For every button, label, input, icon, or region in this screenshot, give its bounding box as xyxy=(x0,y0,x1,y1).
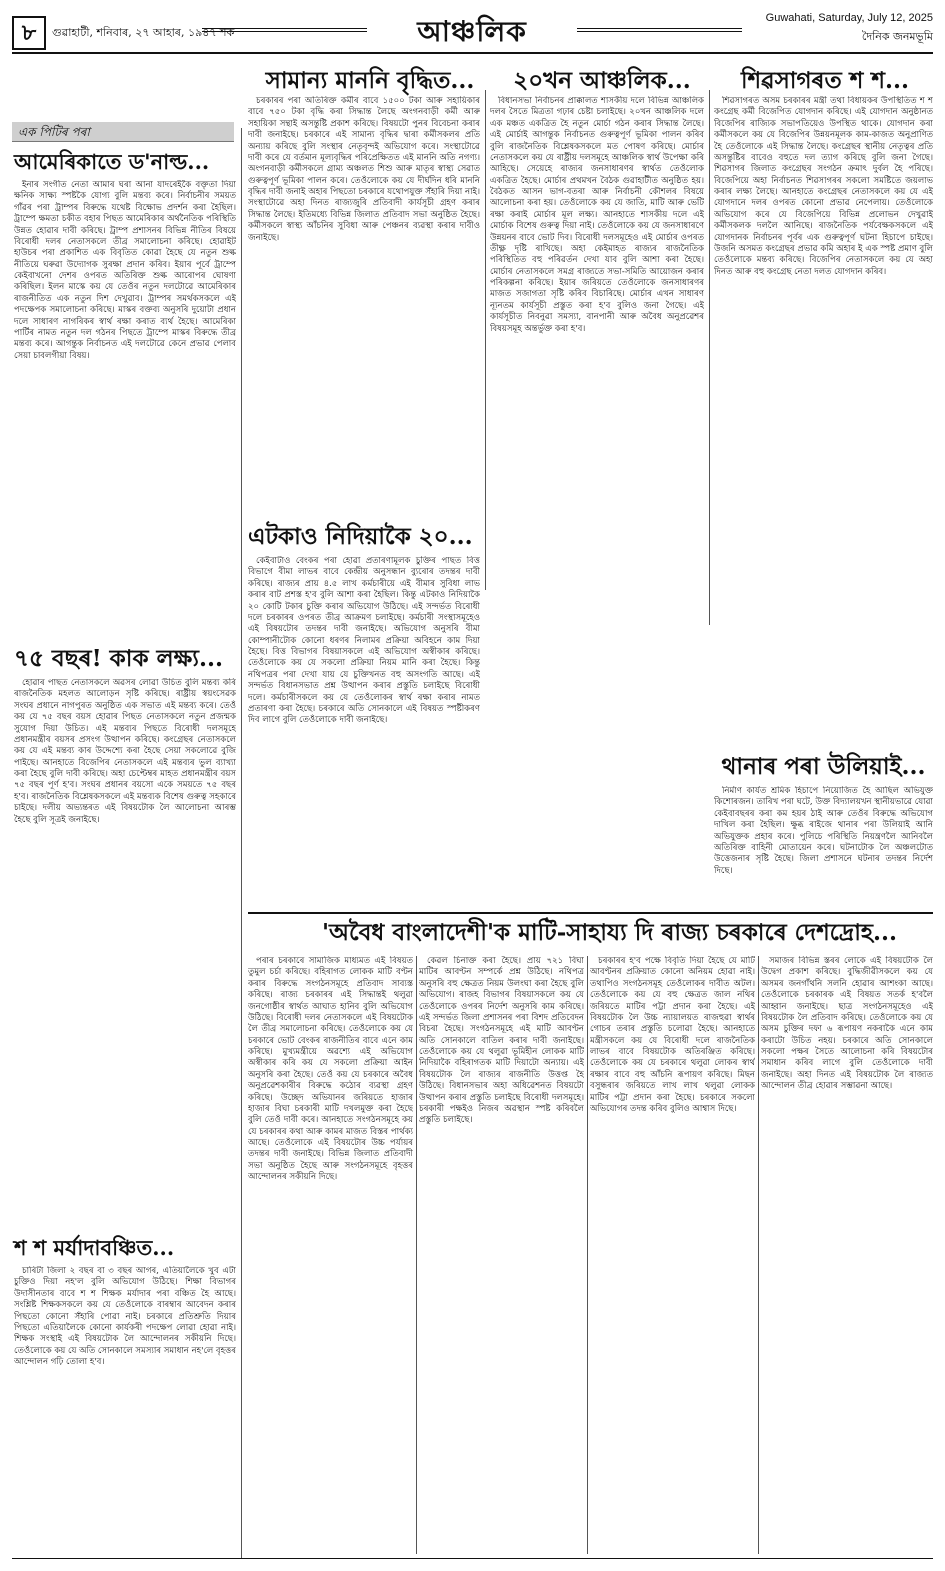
story-text: হোৱাৰ পাছত নেতাসকলে অৱসৰ লোৱা উচিত বুলি মন্তব্য কৰি ৰাজনৈতিক মহলত আলোড়ন সৃষ্টি কৰিছে। ৰাষ্ট্ৰীয় স্বয়ংসেৱক সংঘৰ প্ৰধানে নাগপুৰত অনুষ্ঠিত এক সভাত এই মন্তব্য কৰে। তেওঁ কয় যে ৭৫ বছৰ বয়স হোৱাৰ পিছত নেতাসকলে নতুন প্ৰজন্মক সুযোগ দিয়া উচিত। এই মন্তব্যৰ পিছতে বিৰোধী দলসমূহে প্ৰধানমন্ত্ৰীৰ বয়সৰ প্ৰসংগ উত্থাপন কৰিছে। কংগ্ৰেছৰ নেতাসকলে কয় যে এই মন্তব্য কাৰ উদ্দেশ্যে কৰা হৈছে সেয়া সকলোৱে বুজি পাইছে। আনহাতে বিজেপিৰ নেতাসকলে এই মন্তব্যৰ ভুল ব্যাখ্যা কৰা হৈছে বুলি দাবী কৰিছে। অহা চেপ্টেম্বৰ মাহত প্ৰধানমন্ত্ৰীৰ বয়স ৭৫ বছৰ পূৰ্ণ হ'ব। সংঘৰ প্ৰধানৰ বয়সো একে সময়তে ৭৫ বছৰ হ'ব। ৰাজনৈতিক বিশ্লেষকসকলে এই মন্তব্যক বিশেষ গুৰুত্ব সহকাৰে চাইছে। দলীয় অভ্যন্তৰত এই বিষয়টোক লৈ আলোচনা আৰম্ভ হৈছে বুলি সূত্ৰই জনাইছে। xyxy=(14,678,236,825)
column-rule xyxy=(587,956,588,1554)
column-rule xyxy=(241,128,242,1558)
story-regional-parties-body xyxy=(490,96,704,904)
story-teachers-body xyxy=(14,1266,236,1554)
newspaper-page xyxy=(12,10,933,1560)
bottom-story-rule xyxy=(248,912,933,914)
headline-75-years: ৭৫ বছৰ! কাক লক্ষ্য... xyxy=(14,645,224,672)
headline-regional-parties: ২০খন আঞ্চলিক... xyxy=(513,67,691,94)
story-honorarium-body xyxy=(248,96,480,516)
headline-insurance: এটকাও নিদিয়াকৈ ২০... xyxy=(248,523,473,550)
story-land-aid-col-c xyxy=(590,956,755,1554)
headline-america: আমেৰিকাতে ড'নাল্ড... xyxy=(14,149,210,174)
dateline-english: Guwahati, Saturday, July 12, 2025 xyxy=(765,12,933,24)
headline-police-station: থানাৰ পৰা উলিয়াই... xyxy=(721,753,926,780)
story-insurance-body xyxy=(248,556,480,904)
masthead xyxy=(12,10,933,60)
headline-teachers: শ শ মৰ্যাদাবঞ্চিত... xyxy=(14,1235,175,1260)
story-text: চৰকাৰৰ হ'ব পক্ষে বিবৃতি দিয়া হৈছে যে মাটি আবণ্টনৰ প্ৰক্ৰিয়াত কোনো অনিয়ম হোৱা নাই। তথাপিও সংগঠনসমূহ তেওঁলোকৰ দাবীত অটল। তেওঁলোকে কয় যে বহু ক্ষেত্ৰত জাল নথিৰ জৰিয়তে মাটিৰ পট্টা প্ৰদান কৰা হৈছে। এই বিষয়টোক লৈ উচ্চ ন্যায়ালয়ত ৰাজহুৱা স্বাৰ্থৰ গোচৰ তৰাৰ প্ৰস্তুতি চলোৱা হৈছে। আনহাতে মন্ত্ৰীসকলে কয় যে বিৰোধী দলে ৰাজনৈতিক লাভৰ বাবে বিষয়টোক অতিৰঞ্জিত কৰিছে। তেওঁলোকে কয় যে চৰকাৰে থলুৱা লোকৰ স্বাৰ্থ ৰক্ষাৰ বাবে বহু আঁচনি ৰূপায়ণ কৰিছে। মিছন বসুন্ধৰাৰ জৰিয়তে লাখ লাখ থলুৱা লোকক মাটিৰ পট্টা প্ৰদান কৰা হৈছে। চৰকাৰে সকলো অভিযোগৰ তদন্ত কৰিব বুলিও আশ্বাস দিছে। xyxy=(590,956,755,1114)
dateline-assamese: গুৱাহাটী, শনিবাৰ, ২৭ আহাৰ, ১৯৪৭ শক xyxy=(52,26,235,39)
story-america-body xyxy=(14,180,236,630)
title-rule-left xyxy=(202,28,367,32)
title-rule-right xyxy=(577,28,742,32)
story-text: নিৰ্মাণ কাৰ্যত শ্ৰমিক হিচাপে নিয়োজিত হৈ আছিল অভিযুক্ত কিশোৰজন। তাৰিখ পৰা ঘটে, উক্ত বিদ্যালয়খন স্থানীয়ভাৱে যোৱা কেইবাবছৰৰ কৰা কম হয়ৰ ঠাই আৰু তেওঁৰ বিৰুদ্ধে অভিযোগ দাখিল কৰা হৈছিল। ক্ষুব্ধ ৰাইজে থানাৰ পৰা উলিয়াই আনি অভিযুক্তক প্ৰহাৰ কৰে। পুলিচে পৰিস্থিতি নিয়ন্ত্ৰণলৈ আনিবলৈ অতিৰিক্ত বাহিনী মোতায়েন কৰে। ঘটনাটোক লৈ অঞ্চলটোত উত্তেজনাৰ সৃষ্টি হৈছে। জিলা প্ৰশাসনে ঘটনাৰ তদন্তৰ নিৰ্দেশ দিছে। xyxy=(714,786,933,876)
story-text: কেইবাটাও বেংকৰ পৰা হোৱা প্ৰতাৰণামূলক চুক্তিৰ পাছত বিত্ত বিভাগে বীমা লাভৰ বাবে কেন্দ্ৰীয় অনুসন্ধান ব্যুৰোৰ তদন্তৰ দাবী কৰিছে। ৰাজ্যৰ প্ৰায় ৪.৫ লাখ কৰ্মচাৰীয়ে এই বীমাৰ সুবিধা লাভ কৰাৰ বাট প্ৰশস্ত হ'ব বুলি আশা কৰা হৈছিল। কিন্তু এটকাও নিদিয়াকৈ ২০ কোটি টকাৰ চুক্তি কৰাৰ অভিযোগ উঠিছে। এই সন্দৰ্ভত বিৰোধী দলে চৰকাৰৰ ওপৰত তীব্ৰ আক্ৰমণ চলাইছে। কৰ্মচাৰী সংস্থাসমূহেও এই বিষয়টোৰ তদন্তৰ দাবী জনাইছে। অভিযোগ অনুসৰি বীমা কোম্পানীটোক কোনো ধৰণৰ নিলামৰ প্ৰক্ৰিয়া অবিহনে কাম দিয়া হৈছে। বিত্ত বিভাগৰ বিষয়াসকলে এই অভিযোগ অস্বীকাৰ কৰিছে। তেওঁলোকে কয় যে সকলো প্ৰক্ৰিয়া নিয়ম মানি কৰা হৈছে। কিন্তু নথিপত্ৰৰ পৰা দেখা যায় যে চুক্তিখনত বহু অসংগতি আছে। এই সন্দৰ্ভত বিধানসভাত প্ৰশ্ন উত্থাপন কৰাৰ প্ৰস্তুতি চলাইছে বিৰোধী দলে। কৰ্মচাৰীসকলে কয় যে তেওঁলোকৰ স্বাৰ্থ ৰক্ষা কৰাৰ নামত প্ৰতাৰণা কৰা হৈছে। চৰকাৰে অতি সোনকালে এই বিষয়ত স্পষ্টীকৰণ দিব লাগে বুলি তেওঁলোকে দাবী জনাইছে। xyxy=(248,556,480,726)
headline-land-aid: 'অবৈধ বাংলাদেশী'ক মাটি-সাহায্য দি ৰাজ্য চৰকাৰে দেশদ্ৰোহ... xyxy=(322,919,897,946)
headline-honorarium: সামান্য মাননি বৃদ্ধিত... xyxy=(265,67,475,94)
story-text: ইনাৰ সংগীত নেতা আমাৰ ঘৰা আনা যাদৰেইকৈ বক্তৃতা দিয়া ক্ষনিক সাক্ষ্য স্পষ্টকৈ যোগ্য বুলি মন্তব্য কৰে। নিৰ্বাচনীৰ সময়ত গাঁৱৰ পৰা ট্ৰাম্পৰ বিৰুদ্ধে যথেষ্ট বিক্ষোভ প্ৰদৰ্শন কৰা হৈছিল। ট্ৰাম্পে ক্ষমতা চকীত বহাৰ পিছত আমেৰিকাৰ অৰ্থনৈতিক পৰিস্থিতি উন্নত হোৱাৰ দাবী কৰিছে। ট্ৰাম্প প্ৰশাসনৰ বিভিন্ন নীতিৰ বিষয়ে বিৰোধী দলৰ নেতাসকলে তীব্ৰ সমালোচনা কৰিছে। হোৱাইট হাউচৰ পৰা প্ৰকাশিত এক বিবৃতিত কোৱা হৈছে যে নতুন শুল্ক নীতিয়ে ঘৰুৱা উদ্যোগক সুৰক্ষা প্ৰদান কৰিব। ইয়াৰ পূৰ্বে ট্ৰাম্পে কেইবাখনো দেশৰ ওপৰত অতিৰিক্ত শুল্ক আৰোপৰ ঘোষণা কৰিছিল। ইলন মাস্কে কয় যে তেওঁৰ নতুন দলটোৱে আমেৰিকাৰ ৰাজনীতিত এক নতুন দিশ দেখুৱাব। ট্ৰাম্পৰ সমৰ্থকসকলে এই পদক্ষেপক সমালোচনা কৰিছে। মাস্কৰ বক্তব্য অনুসৰি দুয়োটা প্ৰধান দলে সাধাৰণ নাগৰিকৰ স্বাৰ্থ ৰক্ষা কৰাত ব্যৰ্থ হৈছে। আমেৰিকা পাৰ্টিৰ নামত নতুন দল গঠনৰ পিছতে ট্ৰাম্পে মাস্কৰ বিৰুদ্ধে তীব্ৰ মন্তব্য কৰে। আগন্তুক নিৰ্বাচনত এই দলটোৱে কেনে প্ৰভাৱ পেলাব সেয়া চাবলগীয়া বিষয়। xyxy=(14,180,236,361)
page-bottom-rule xyxy=(12,1558,933,1559)
section-title: আঞ্চলিক xyxy=(417,15,527,48)
story-text: চৰকাৰৰ পৰা অতিৰিক্ত কৰ্মীৰ বাবে ১৫০০ টকা আৰু সহায়িকাৰ বাবে ৭৫০ টকা বৃদ্ধি কৰা সিদ্ধান্ত লৈছে অংগনবাড়ী কৰ্মী আৰু সহায়িকা সন্থাই অসন্তুষ্টি প্ৰকাশ কৰিছে। বিষয়টো পুনৰ বিবেচনা কৰাৰ দাবী জনাইছে। চৰকাৰে এই সামান্য বৃদ্ধিৰ দ্বাৰা কৰ্মীসকলৰ প্ৰতি অন্যায় কৰিছে বুলি সংস্থাৰ নেতৃবৃন্দই অভিযোগ কৰে। সংস্থাটোৱে দাবী কৰে যে বৰ্তমান মূল্যবৃদ্ধিৰ পৰিপ্ৰেক্ষিতত এই মাননি অতি নগণ্য। অংগনবাড়ী কৰ্মীসকলে গ্ৰাম্য অঞ্চলত শিশু আৰু মাতৃৰ স্বাস্থ্য সেৱাত গুৰুত্বপূৰ্ণ ভূমিকা পালন কৰে। তেওঁলোকে কয় যে দীৰ্ঘদিন ধৰি মাননি বৃদ্ধিৰ দাবী জনাই অহাৰ পিছতো চৰকাৰে যথোপযুক্ত সঁহাৰি দিয়া নাই। সংস্থাটোৱে অহা দিনত ৰাজ্যজুৰি প্ৰতিবাদী কাৰ্যসূচী গ্ৰহণ কৰাৰ সিদ্ধান্ত লৈছে। ইতিমধ্যে বিভিন্ন জিলাত প্ৰতিবাদ সভা অনুষ্ঠিত হৈছে। কৰ্মীসকলে স্বাস্থ্য আঁচনিৰ সুবিধা আৰু পেঞ্চনৰ ব্যৱস্থা কৰাৰ দাবীও জনাইছে। xyxy=(248,96,480,243)
story-sivasagar-body xyxy=(714,96,933,616)
story-text: বিধানসভা নিৰ্বাচনৰ প্ৰাক্কালত শাসকীয় দলে বিভিন্ন আঞ্চলিক দলৰ সৈতে মিত্ৰতা গঢ়াৰ চেষ্টা চলাইছে। ২০খন আঞ্চলিক দলে এক মঞ্চত একত্ৰিত হৈ নতুন মোৰ্চা গঠন কৰাৰ সিদ্ধান্ত লৈছে। এই মোৰ্চাই আগন্তুক নিৰ্বাচনত গুৰুত্বপূৰ্ণ ভূমিকা পালন কৰিব বুলি ৰাজনৈতিক বিশ্লেষকসকলে মত পোষণ কৰিছে। মোৰ্চাৰ নেতাসকলে কয় যে ৰাষ্ট্ৰীয় দলসমূহে আঞ্চলিক স্বাৰ্থ উপেক্ষা কৰি আহিছে। সেয়েহে ৰাজ্যৰ জনসাধাৰণৰ স্বাৰ্থত তেওঁলোক একত্ৰিত হৈছে। মোৰ্চাৰ প্ৰথমখন বৈঠক গুৱাহাটীত অনুষ্ঠিত হয়। বৈঠকত আসন ভাগ-বতৰা আৰু নিৰ্বাচনী কৌশলৰ বিষয়ে আলোচনা কৰা হয়। তেওঁলোকে কয় যে জাতি, মাটি আৰু ভেটি ৰক্ষা কৰাই মোৰ্চাৰ মূল লক্ষ্য। আনহাতে শাসকীয় দলে এই মোৰ্চাক বিশেষ গুৰুত্ব দিয়া নাই। তেওঁলোকে কয় যে জনসাধাৰণে উন্নয়নৰ বাবে ভোট দিব। বিৰোধী দলসমূহেও এই মোৰ্চাৰ ওপৰত তীক্ষ্ণ দৃষ্টি ৰাখিছে। অহা কেইমাহত ৰাজ্যৰ ৰাজনৈতিক পৰিস্থিতিত বহু পৰিৱৰ্তন দেখা যাব বুলি আশা কৰা হৈছে। মোৰ্চাৰ নেতাসকলে সমগ্ৰ ৰাজ্যতে সভা-সমিতি আয়োজন কৰাৰ পৰিকল্পনা কৰিছে। ইয়াৰ জৰিয়তে তেওঁলোকে জনসাধাৰণৰ মাজত সজাগতা সৃষ্টি কৰিব বিচাৰিছে। মোৰ্চাৰ এখন সাধাৰণ ন্যূনতম কাৰ্যসূচী প্ৰস্তুত কৰা হ'ব বুলিও জনা গৈছে। এই কাৰ্যসূচীত নিবনুৱা সমস্যা, বানপানী আৰু অবৈধ অনুপ্ৰৱেশৰ বিষয়সমূহ অন্তৰ্ভুক্ত কৰা হ'ব। xyxy=(490,96,704,334)
column-rule xyxy=(709,90,710,625)
headline-sivasagar: শিৱসাগৰত শ শ... xyxy=(740,67,910,94)
column-rule xyxy=(416,956,417,1554)
masthead-divider xyxy=(12,52,933,54)
column-rule xyxy=(758,956,759,1554)
section-tab: এক পিটিৰ পৰা xyxy=(12,122,234,142)
story-text: সমাজৰ বিভিন্ন স্তৰৰ লোকে এই বিষয়টোক লৈ উদ্বেগ প্ৰকাশ কৰিছে। বুদ্ধিজীৱীসকলে কয় যে অসমৰ জনগাঁথনি সলনি হোৱাৰ আশংকা আছে। তেওঁলোকে চৰকাৰক এই বিষয়ত সতৰ্ক হ'বলৈ আহ্বান জনাইছে। ছাত্ৰ সংগঠনসমূহেও এই বিষয়টোক লৈ প্ৰতিবাদ কৰিছে। তেওঁলোকে কয় যে অসম চুক্তিৰ দফা ৬ ৰূপায়ণ নকৰাকৈ এনে কাম কৰাটো উচিত নহয়। চৰকাৰে অতি সোনকালে সকলো পক্ষৰ সৈতে আলোচনা কৰি বিষয়টোৰ সমাধান কৰিব লাগে বুলি তেওঁলোকে দাবী জনাইছে। অহা দিনত এই বিষয়টোক লৈ ৰাজ্যত আন্দোলন তীব্ৰ হোৱাৰ সম্ভাৱনা আছে। xyxy=(761,956,933,1092)
story-land-aid-col-d xyxy=(761,956,933,1554)
story-police-station-body xyxy=(714,786,933,896)
story-land-aid-col-b xyxy=(419,956,584,1554)
story-text: পৰাৰ চৰকাৰে সামাজিক মাধ্যমত এই বিষয়ত তুমুল চৰ্চা কৰিছে। বহিৰাগত লোকক মাটি বণ্টন কৰাৰ বিৰুদ্ধে সংগঠনসমূহে প্ৰতিবাদ সাব্যস্ত কৰিছে। ৰাজ্য চৰকাৰৰ এই সিদ্ধান্তই থলুৱা জনগোষ্ঠীৰ স্বাৰ্থত আঘাত হানিব বুলি অভিযোগ উঠিছে। বিৰোধী দলৰ নেতাসকলে এই বিষয়টোক লৈ তীব্ৰ সমালোচনা কৰিছে। তেওঁলোকে কয় যে চৰকাৰে ভোট বেংকৰ ৰাজনীতিৰ বাবে এনে কাম কৰিছে। মুখ্যমন্ত্ৰীয়ে অৱশ্যে এই অভিযোগ অস্বীকাৰ কৰি কয় যে সকলো প্ৰক্ৰিয়া আইন অনুসৰি কৰা হৈছে। তেওঁ কয় যে চৰকাৰে অবৈধ অনুপ্ৰৱেশকাৰীৰ বিৰুদ্ধে কঠোৰ ব্যৱস্থা গ্ৰহণ কৰিছে। উচ্ছেদ অভিযানৰ জৰিয়তে হাজাৰ হাজাৰ বিঘা চৰকাৰী মাটি দখলমুক্ত কৰা হৈছে বুলি তেওঁ দাবী কৰে। আনহাতে সংগঠনসমূহে কয় যে চৰকাৰৰ কথা আৰু কামৰ মাজত বিস্তৰ পাৰ্থক্য আছে। তেওঁলোকে এই বিষয়টোৰ উচ্চ পৰ্যায়ৰ তদন্তৰ দাবী জনাইছে। বিভিন্ন জিলাত প্ৰতিবাদী সভা অনুষ্ঠিত হৈছে আৰু সংগঠনসমূহে বৃহত্তৰ আন্দোলনৰ সকীয়নি দিছে। xyxy=(248,956,413,1183)
story-text: চাৰিটা জিলা ২ বছৰ বা ৩ বছৰ আগৰ, এতিয়ালৈকে খুব এটা চুক্তিও দিয়া নহ'ল বুলি অভিযোগ উঠিছে। শিক্ষা বিভাগৰ উদাসীনতাৰ বাবে শ শ শিক্ষক মৰ্যাদাৰ পৰা বঞ্চিত হৈ আছে। সংশ্লিষ্ট শিক্ষকসকলে কয় যে তেওঁলোকে বাৰম্বাৰ আবেদন কৰাৰ পিছতো কোনো সঁহাৰি পোৱা নাই। চৰকাৰে প্ৰতিশ্ৰুতি দিয়াৰ পিছতো এতিয়ালৈকে কোনো কাৰ্যকৰী পদক্ষেপ লোৱা হোৱা নাই। শিক্ষক সংস্থাই এই বিষয়টোক লৈ আন্দোলনৰ সকীয়নি দিছে। তেওঁলোকে কয় যে অতি সোনকালে সমস্যাৰ সমাধান নহ'লে বৃহত্তৰ আন্দোলন গঢ়ি তোলা হ'ব। xyxy=(14,1266,236,1367)
brand-name: দৈনিক জনমভূমি xyxy=(861,30,933,43)
page-number: ৮ xyxy=(12,16,46,50)
column-rule xyxy=(485,90,486,590)
story-75-years-body xyxy=(14,678,236,1226)
story-text: শিৱসাগৰত অসম চৰকাৰৰ মন্ত্ৰী তথা বিধায়কৰ উপস্থিতিত শ শ কংগ্ৰেছ কৰ্মী বিজেপিত যোগদান কৰিছে। এই যোগদান অনুষ্ঠানত বিজেপিৰ ৰাজ্যিক সভাপতিয়েও উপস্থিত থাকে। যোগদান কৰা কৰ্মীসকলে কয় যে বিজেপিৰ উন্নয়নমূলক কাম-কাজত অনুপ্ৰাণিত হৈ তেওঁলোকে এই সিদ্ধান্ত লৈছে। কংগ্ৰেছৰ স্থানীয় নেতৃত্বৰ প্ৰতি অসন্তুষ্টিৰ বাবেও বহুতে দল ত্যাগ কৰিছে বুলি জনা গৈছে। শিৱসাগৰ জিলাত কংগ্ৰেছৰ সংগঠন ক্ৰমাৎ দুৰ্বল হৈ পৰিছে। বিজেপিয়ে অহা নিৰ্বাচনত শিৱসাগৰৰ সকলো সমষ্টিতে জয়লাভ কৰাৰ লক্ষ্য লৈছে। আনহাতে কংগ্ৰেছৰ নেতাসকলে কয় যে এই যোগদানে দলৰ ওপৰত কোনো প্ৰভাৱ নেপেলায়। তেওঁলোকে অভিযোগ কৰে যে বিজেপিয়ে বিভিন্ন প্ৰলোভন দেখুৱাই কৰ্মীসকলক দললৈ আনিছে। ৰাজনৈতিক পৰ্যবেক্ষকসকলে এই যোগদানক নিৰ্বাচনৰ পূৰ্বৰ এক গুৰুত্বপূৰ্ণ ঘটনা হিচাপে চাইছে। উজনি অসমত কংগ্ৰেছৰ প্ৰভাৱ কমি অহাৰ ই এক স্পষ্ট প্ৰমাণ বুলি তেওঁলোকে মন্তব্য কৰিছে। বিজেপিৰ নেতাসকলে কয় যে অহা দিনত আৰু বহু কংগ্ৰেছ নেতা দলত যোগদান কৰিব। xyxy=(714,96,933,277)
story-land-aid-col-a xyxy=(248,956,413,1554)
story-text: কেৱল চিনাক্ত কৰা হৈছে। প্ৰায় ৭২১ বিঘা মাটিৰ আবণ্টন সম্পৰ্কে প্ৰশ্ন উঠিছে। নথিপত্ৰ অনুসৰি বহু ক্ষেত্ৰত নিয়ম উলংঘা কৰা হৈছে বুলি অভিযোগ। ৰাজহ বিভাগৰ বিষয়াসকলে কয় যে তেওঁলোকে ওপৰৰ নিৰ্দেশ অনুসৰি কাম কৰিছে। এই সন্দৰ্ভত জিলা প্ৰশাসনৰ পৰা বিশদ প্ৰতিবেদন বিচৰা হৈছে। সংগঠনসমূহে এই মাটি আবণ্টন অতি সোনকালে বাতিল কৰাৰ দাবী জনাইছে। তেওঁলোকে কয় যে থলুৱা ভূমিহীন লোকক মাটি নিদিয়াকৈ বহিৰাগতক মাটি দিয়াটো অন্যায়। এই বিষয়টোক লৈ ৰাজ্যৰ ৰাজনীতি উত্তপ্ত হৈ উঠিছে। বিধানসভাৰ অহা অধিৱেশনত বিষয়টো উত্থাপন কৰাৰ প্ৰস্তুতি চলাইছে বিৰোধী দলসমূহে। চৰকাৰী পক্ষইও নিজৰ অৱস্থান স্পষ্ট কৰিবলৈ প্ৰস্তুতি চলাইছে। xyxy=(419,956,584,1126)
